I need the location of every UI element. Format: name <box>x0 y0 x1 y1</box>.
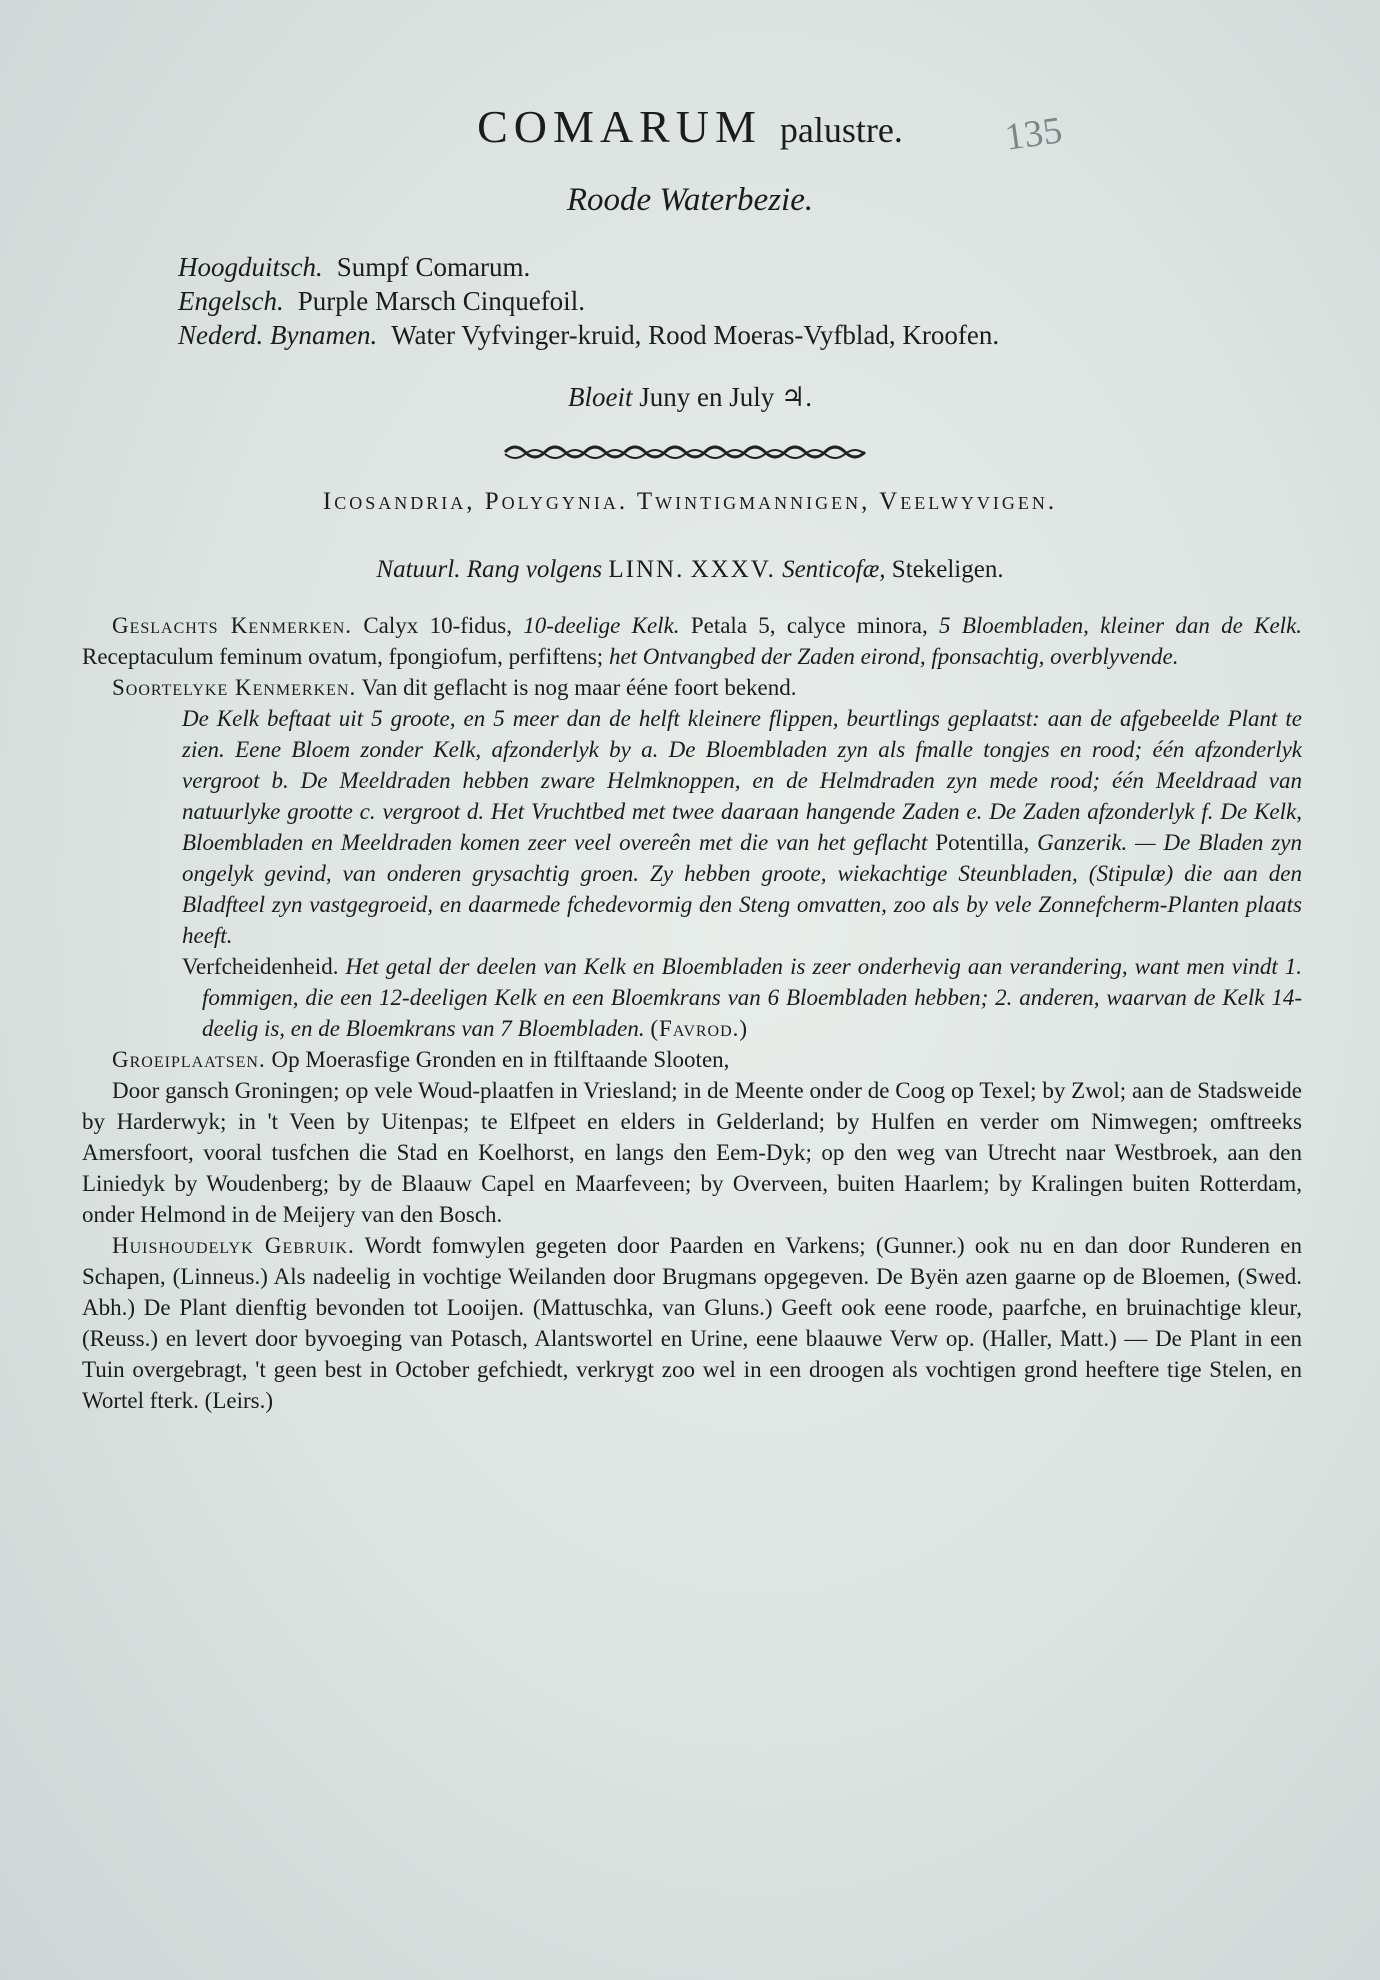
dutch-text: het Ontvangbed der Zaden eirond, fponsachtig, overblyvende. <box>608 644 1179 669</box>
locations <box>82 1075 1302 1230</box>
vernacular-names <box>178 250 999 352</box>
ornament-divider-icon <box>500 442 880 462</box>
name-label: Nederd. Bynamen. <box>178 320 378 350</box>
rank-number: XXXV. <box>690 556 776 583</box>
genus-name: COMARUM <box>477 101 762 152</box>
page-title <box>0 100 1380 153</box>
rank-order: Senticofæ, <box>782 556 886 583</box>
section-head: Verfcheidenheid. <box>182 954 339 979</box>
section-head: Geslachts Kenmerken. <box>112 613 353 638</box>
latin-text: Receptaculum feminum ovatum, fpongiofum, perfiftens; <box>82 644 604 669</box>
natural-rank <box>0 556 1380 584</box>
rank-dutch: Stekeligen. <box>891 556 1004 583</box>
section-head: Groeiplaatsen. <box>112 1047 266 1072</box>
name-value: Purple Marsch Cinquefoil. <box>297 286 585 316</box>
source-citation: (Favrod.) <box>650 1016 749 1041</box>
name-row-german <box>178 250 999 284</box>
description-text: Ganzerik. — De Bladen zyn ongelyk gevind, van onderen grysachtig groen. Zy hebben groote, wiekachtige Steunbladen, (Stipulæ) die aan den Bladfteel zyn vastgegroeid, en daarmede fchedevormig den Steng omvatten, zoo als by vele Zonnefcherm-Planten plaats heeft. <box>182 830 1303 948</box>
species-name: palustre. <box>779 110 903 150</box>
section-text: Wordt fomwylen gegeten door Paarden en Varkens; (Gunner.) ook nu en dan door Runderen en Schapen, (Linneus.) Als nadeelig in vochtige Weilanden door Brugmans opgegeven. De Byën azen gaarne op de Bloemen, (Swed. Abh.) De Plant dienftig bevonden tot Looijen. (Mattuschka, van Gluns.) Geeft ook eene roode, paarfche, en bruinachtige kleur, (Reuss.) en levert door byvoeging van Potasch, Alantswortel en Urine, eene blaauwe Verw op. (Haller, Matt.) — De Plant in een Tuin overgebragt, 't geen best in October gefchiedt, verkrygt zoo wel in een droogen als vochtigen grond heeftere tige Stelen, en Wortel fterk. (Leirs.) <box>82 1233 1302 1413</box>
section-text: Van dit geflacht is nog maar ééne foort bekend. <box>361 675 797 700</box>
section-text: Het getal der deelen van Kelk en Bloembladen is zeer onderhevig aan verandering, want men vindt 1. fommigen, die een 12-deeligen Kelk en een Bloemkrans van 6 Bloembladen hebben; 2. anderen, waarvan de Kelk 14-deelig is, en de Bloemkrans van 7 Bloembladen. <box>202 954 1303 1041</box>
section-text: Door gansch Groningen; op vele Woud-plaatfen in Vriesland; in de Meente onder de Coog op Texel; by Zwol; aan de Stadsweide by Harderwyk; in 't Veen by Uitenpas; te Elfpeet en elders in Gelderland; by Hulfen en verder om Nimwegen; omftreeks Amersfoort, vooral tusfchen die Stad en Koelhorst, en langs den Eem-Dyk; op den weg van Utrecht naar Westbroek, aan den Liniedyk by Woudenberg; by de Blaauw Capel en Maarfeveen; by Overveen, buiten Haarlem; by Kralingen buiten Rotterdam, onder Helmond in de Meijery van den Bosch. <box>82 1078 1302 1227</box>
flowering-value: Juny en July ♃. <box>639 382 812 412</box>
household-use <box>82 1230 1302 1416</box>
plant-description <box>82 703 1302 951</box>
latin-text: Calyx 10-fidus, <box>363 613 512 638</box>
dutch-name: Roode Waterbezie. <box>566 182 814 218</box>
dutch-text: 10-deelige Kelk. <box>523 613 680 638</box>
species-characters <box>82 672 1302 703</box>
dutch-text: 5 Bloembladen, kleiner dan de Kelk. <box>939 613 1303 638</box>
main-text <box>82 610 1302 1416</box>
flowering-label: Bloeit <box>568 382 633 412</box>
genus-reference: Potentilla, <box>935 830 1030 855</box>
variation <box>82 951 1302 1044</box>
genus-characters <box>82 610 1302 672</box>
habitats <box>82 1044 1302 1075</box>
folio-number: 135 <box>1002 109 1065 159</box>
flowering-time <box>0 382 1380 413</box>
description-text: De Kelk beftaat uit 5 groote, en 5 meer dan de helft kleinere flippen, beurtlings geplaatst: aan de afgebeelde Plant te zien. Eene Bloem zonder Kelk, afzonderlyk by a. De Bloembladen zyn als fmalle tongjes en rood; één afzonderlyk vergroot b. De Meeldraden hebben zware Helmknoppen, en de Helmdraden zyn mede rood; één Meeldraad van natuurlyke grootte c. vergroot d. Het Vruchtbed met twee daaraan hangende Zaden e. De Zaden afzonderlyk f. De Kelk, Bloembladen en Meeldraden komen zeer veel overeên met die van het geflacht <box>182 706 1302 855</box>
name-value: Water Vyfvinger-kruid, Rood Moeras-Vyfblad, Kroofen. <box>391 320 1000 350</box>
section-head: Huishoudelyk Gebruik. <box>112 1233 355 1258</box>
name-row-english <box>178 284 999 318</box>
linnaean-class: Icosandria, Polygynia. Twintigmannigen, Veelwyvigen. <box>322 488 1058 515</box>
name-row-dutch <box>178 318 999 352</box>
name-value: Sumpf Comarum. <box>336 252 531 282</box>
name-label: Hoogduitsch. <box>178 252 323 282</box>
section-intro: Op Moerasfige Gronden en in ftilftaande Slooten, <box>271 1047 730 1072</box>
latin-text: Petala 5, calyce minora, <box>690 613 928 638</box>
rank-label: Natuurl. Rang volgens <box>376 556 603 583</box>
rank-authority: LINN. <box>608 556 685 583</box>
name-label: Engelsch. <box>178 286 284 316</box>
section-head: Soortelyke Kenmerken. <box>112 675 357 700</box>
